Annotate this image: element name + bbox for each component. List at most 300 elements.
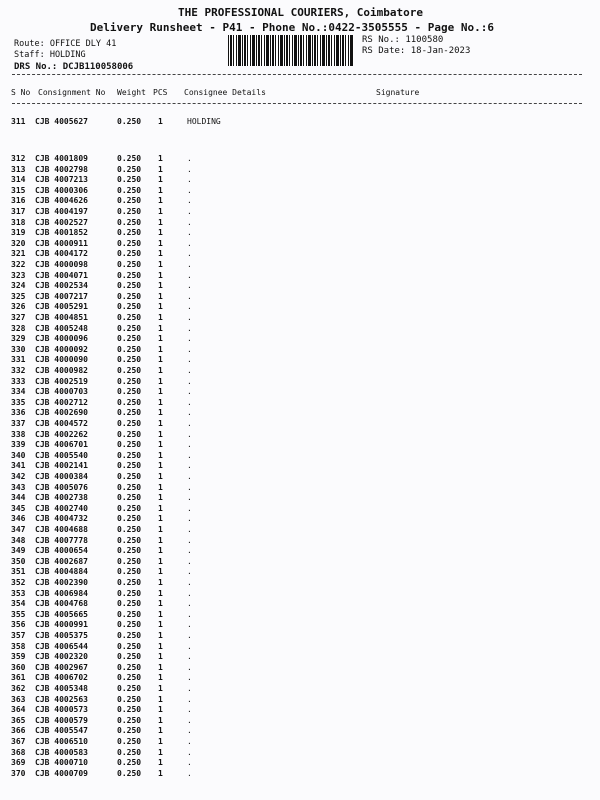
cell-consignment: CJB 4004172 <box>35 249 88 259</box>
table-row <box>0 610 600 621</box>
cell-weight: 0.250 <box>117 482 142 492</box>
cell-details: . <box>187 694 192 704</box>
cell-consignment: CJB 4002967 <box>35 662 88 672</box>
cell-weight: 0.250 <box>117 768 142 778</box>
table-row <box>0 440 600 451</box>
cell-pcs: 1 <box>158 662 163 672</box>
rs-date: RS Date: 18-Jan-2023 <box>362 46 471 56</box>
table-row <box>0 769 600 780</box>
cell-details: . <box>187 461 192 471</box>
cell-sno: 347 <box>11 525 26 534</box>
divider-header <box>12 103 582 104</box>
table-row <box>0 652 600 663</box>
cell-details: . <box>187 768 192 778</box>
cell-consignment: CJB 4000991 <box>35 620 88 630</box>
cell-sno: 344 <box>11 493 26 503</box>
table-row <box>0 334 600 345</box>
cell-details: . <box>187 175 192 185</box>
table-row <box>0 302 600 313</box>
cell-details: . <box>187 249 192 259</box>
cell-weight: 0.250 <box>117 185 142 195</box>
barcode <box>228 35 354 66</box>
cell-pcs: 1 <box>158 387 163 397</box>
cell-consignment: CJB 4001809 <box>35 154 88 163</box>
cell-sno: 335 <box>11 397 26 407</box>
cell-consignment: CJB 4004768 <box>35 599 88 609</box>
cell-details: . <box>187 631 192 640</box>
cell-weight: 0.250 <box>117 302 142 312</box>
table-row <box>0 599 600 610</box>
cell-details: . <box>187 684 192 693</box>
cell-details: . <box>187 726 192 736</box>
cell-consignment: CJB 4005540 <box>35 450 88 460</box>
cell-weight: 0.250 <box>117 493 142 503</box>
cell-weight: 0.250 <box>117 705 142 715</box>
cell-consignment: CJB 4002740 <box>35 503 88 513</box>
cell-weight: 0.250 <box>117 207 142 216</box>
cell-consignment: CJB 4004732 <box>35 514 88 524</box>
cell-sno: 321 <box>11 249 26 259</box>
cell-pcs: 1 <box>158 334 163 344</box>
cell-weight: 0.250 <box>117 355 142 365</box>
cell-consignment: CJB 4002687 <box>35 556 88 566</box>
col-signature: Signature <box>376 88 420 97</box>
cell-consignment: CJB 4005076 <box>35 482 88 492</box>
cell-consignment: CJB 4000573 <box>35 705 88 715</box>
cell-weight: 0.250 <box>117 556 142 566</box>
table-row <box>0 313 600 324</box>
table-row <box>0 430 600 441</box>
cell-pcs: 1 <box>158 281 163 291</box>
table-row <box>0 175 600 186</box>
cell-consignment: CJB 4002527 <box>35 217 88 227</box>
table-row <box>0 228 600 239</box>
cell-consignment: CJB 4000703 <box>35 387 88 397</box>
cell-sno: 359 <box>11 652 26 662</box>
cell-details: . <box>187 419 192 428</box>
cell-details: . <box>187 408 192 418</box>
runsheet-title: Delivery Runsheet - P41 - Phone No.:0422-3505555 - Page No.:6 <box>90 21 494 34</box>
cell-pcs: 1 <box>158 344 163 354</box>
cell-weight: 0.250 <box>117 344 142 354</box>
table-row <box>0 165 600 176</box>
cell-consignment: CJB 4000098 <box>35 260 88 269</box>
table-row <box>0 589 600 600</box>
col-details: Consignee Details <box>184 88 266 97</box>
cell-sno: 334 <box>11 387 26 397</box>
cell-details: . <box>187 397 192 407</box>
cell-pcs: 1 <box>158 758 163 768</box>
cell-pcs: 1 <box>158 535 163 545</box>
cell-details: . <box>187 493 192 503</box>
cell-pcs: 1 <box>158 694 163 704</box>
cell-pcs: 1 <box>158 164 163 174</box>
cell-sno: 332 <box>11 366 26 375</box>
table-row <box>0 345 600 356</box>
cell-weight: 0.250 <box>117 631 142 640</box>
cell-consignment: CJB 4004071 <box>35 270 88 280</box>
cell-details: . <box>187 207 192 216</box>
cell-consignment: CJB 4005627 <box>35 117 88 126</box>
cell-consignment: CJB 4004688 <box>35 525 88 534</box>
cell-consignment: CJB 4002320 <box>35 652 88 662</box>
table-row <box>0 557 600 568</box>
table-row <box>0 249 600 260</box>
table-row <box>0 154 600 165</box>
cell-sno: 327 <box>11 313 26 322</box>
cell-sno: 318 <box>11 217 26 227</box>
cell-weight: 0.250 <box>117 291 142 301</box>
company-title: THE PROFESSIONAL COURIERS, Coimbatore <box>178 6 424 19</box>
cell-sno: 346 <box>11 514 26 524</box>
cell-sno: 313 <box>11 164 26 174</box>
cell-consignment: CJB 4005375 <box>35 631 88 640</box>
cell-weight: 0.250 <box>117 694 142 704</box>
col-consignment: Consignment No <box>38 88 106 97</box>
cell-details: . <box>187 313 192 322</box>
cell-details: . <box>187 376 192 386</box>
cell-pcs: 1 <box>158 117 163 126</box>
cell-weight: 0.250 <box>117 334 142 344</box>
cell-details: . <box>187 196 192 206</box>
cell-sno: 349 <box>11 546 26 556</box>
cell-sno: 314 <box>11 175 26 185</box>
cell-weight: 0.250 <box>117 366 142 375</box>
table-row <box>0 324 600 335</box>
table-row-first <box>0 117 600 128</box>
cell-sno: 370 <box>11 768 26 778</box>
cell-sno: 352 <box>11 578 26 587</box>
cell-sno: 326 <box>11 302 26 312</box>
cell-details: . <box>187 164 192 174</box>
cell-pcs: 1 <box>158 302 163 312</box>
table-row <box>0 186 600 197</box>
table-row <box>0 355 600 366</box>
cell-consignment: CJB 4000090 <box>35 355 88 365</box>
cell-pcs: 1 <box>158 313 163 322</box>
cell-consignment: CJB 4000710 <box>35 758 88 768</box>
cell-weight: 0.250 <box>117 503 142 513</box>
cell-weight: 0.250 <box>117 323 142 333</box>
cell-details: . <box>187 525 192 534</box>
cell-pcs: 1 <box>158 366 163 375</box>
table-row <box>0 292 600 303</box>
cell-details: . <box>187 578 192 587</box>
cell-consignment: CJB 4000096 <box>35 334 88 344</box>
cell-weight: 0.250 <box>117 578 142 587</box>
cell-pcs: 1 <box>158 397 163 407</box>
cell-consignment: CJB 4005348 <box>35 684 88 693</box>
cell-consignment: CJB 4007778 <box>35 535 88 545</box>
cell-pcs: 1 <box>158 429 163 439</box>
cell-consignment: CJB 4006510 <box>35 737 88 746</box>
cell-details: . <box>187 758 192 768</box>
cell-consignment: CJB 4002519 <box>35 376 88 386</box>
cell-details: . <box>187 302 192 312</box>
cell-weight: 0.250 <box>117 514 142 524</box>
cell-pcs: 1 <box>158 207 163 216</box>
cell-consignment: CJB 4000982 <box>35 366 88 375</box>
cell-sno: 348 <box>11 535 26 545</box>
table-row <box>0 281 600 292</box>
cell-sno: 356 <box>11 620 26 630</box>
cell-pcs: 1 <box>158 185 163 195</box>
cell-consignment: CJB 4002738 <box>35 493 88 503</box>
table-row <box>0 461 600 472</box>
cell-details: . <box>187 344 192 354</box>
cell-consignment: CJB 4000384 <box>35 472 88 481</box>
cell-consignment: CJB 4000306 <box>35 185 88 195</box>
cell-details: . <box>187 673 192 683</box>
cell-consignment: CJB 4007217 <box>35 291 88 301</box>
cell-details: . <box>187 387 192 397</box>
cell-consignment: CJB 4000092 <box>35 344 88 354</box>
cell-sno: 336 <box>11 408 26 418</box>
cell-consignment: CJB 4001852 <box>35 228 88 238</box>
cell-details: . <box>187 281 192 291</box>
table-row <box>0 419 600 430</box>
cell-details: . <box>187 366 192 375</box>
table-row <box>0 377 600 388</box>
cell-pcs: 1 <box>158 450 163 460</box>
cell-weight: 0.250 <box>117 609 142 619</box>
cell-pcs: 1 <box>158 228 163 238</box>
cell-weight: 0.250 <box>117 472 142 481</box>
cell-pcs: 1 <box>158 323 163 333</box>
cell-weight: 0.250 <box>117 238 142 248</box>
cell-pcs: 1 <box>158 715 163 725</box>
cell-details: . <box>187 238 192 248</box>
cell-sno: 351 <box>11 567 26 577</box>
cell-sno: 331 <box>11 355 26 365</box>
cell-weight: 0.250 <box>117 175 142 185</box>
cell-details: . <box>187 185 192 195</box>
col-pcs: PCS <box>153 88 168 97</box>
cell-pcs: 1 <box>158 684 163 693</box>
cell-weight: 0.250 <box>117 429 142 439</box>
cell-consignment: CJB 4002690 <box>35 408 88 418</box>
cell-details: . <box>187 588 192 598</box>
table-row <box>0 483 600 494</box>
cell-details: . <box>187 652 192 662</box>
cell-weight: 0.250 <box>117 270 142 280</box>
cell-consignment: CJB 4006544 <box>35 641 88 651</box>
cell-pcs: 1 <box>158 546 163 556</box>
cell-weight: 0.250 <box>117 281 142 291</box>
cell-pcs: 1 <box>158 726 163 736</box>
cell-pcs: 1 <box>158 238 163 248</box>
table-row <box>0 514 600 525</box>
cell-details: . <box>187 503 192 513</box>
cell-sno: 357 <box>11 631 26 640</box>
cell-consignment: CJB 4000709 <box>35 768 88 778</box>
cell-sno: 320 <box>11 238 26 248</box>
cell-consignment: CJB 4000654 <box>35 546 88 556</box>
cell-pcs: 1 <box>158 260 163 269</box>
cell-weight: 0.250 <box>117 535 142 545</box>
cell-details: . <box>187 472 192 481</box>
cell-sno: 311 <box>11 117 26 126</box>
cell-sno: 364 <box>11 705 26 715</box>
cell-weight: 0.250 <box>117 525 142 534</box>
cell-sno: 324 <box>11 281 26 291</box>
cell-pcs: 1 <box>158 567 163 577</box>
cell-details: . <box>187 535 192 545</box>
cell-sno: 341 <box>11 461 26 471</box>
cell-sno: 358 <box>11 641 26 651</box>
table-row <box>0 758 600 769</box>
cell-details: . <box>187 747 192 757</box>
cell-sno: 350 <box>11 556 26 566</box>
cell-sno: 366 <box>11 726 26 736</box>
cell-sno: 363 <box>11 694 26 704</box>
table-row <box>0 536 600 547</box>
cell-sno: 330 <box>11 344 26 354</box>
cell-pcs: 1 <box>158 419 163 428</box>
table-row <box>0 631 600 642</box>
cell-consignment: CJB 4000911 <box>35 238 88 248</box>
cell-pcs: 1 <box>158 641 163 651</box>
cell-sno: 362 <box>11 684 26 693</box>
cell-sno: 365 <box>11 715 26 725</box>
table-row <box>0 748 600 759</box>
cell-consignment: CJB 4002712 <box>35 397 88 407</box>
cell-pcs: 1 <box>158 482 163 492</box>
cell-consignment: CJB 4004197 <box>35 207 88 216</box>
cell-sno: 343 <box>11 482 26 492</box>
table-row <box>0 695 600 706</box>
cell-consignment: CJB 4002141 <box>35 461 88 471</box>
cell-sno: 337 <box>11 419 26 428</box>
cell-details: . <box>187 355 192 365</box>
cell-pcs: 1 <box>158 673 163 683</box>
cell-details: . <box>187 270 192 280</box>
cell-consignment: CJB 4007213 <box>35 175 88 185</box>
cell-pcs: 1 <box>158 461 163 471</box>
cell-weight: 0.250 <box>117 419 142 428</box>
table-row <box>0 578 600 589</box>
cell-pcs: 1 <box>158 705 163 715</box>
cell-sno: 361 <box>11 673 26 683</box>
cell-details: . <box>187 599 192 609</box>
cell-consignment: CJB 4002390 <box>35 578 88 587</box>
cell-weight: 0.250 <box>117 546 142 556</box>
cell-consignment: CJB 4006701 <box>35 440 88 450</box>
cell-consignment: CJB 4004626 <box>35 196 88 206</box>
cell-pcs: 1 <box>158 578 163 587</box>
cell-weight: 0.250 <box>117 397 142 407</box>
cell-sno: 328 <box>11 323 26 333</box>
cell-sno: 339 <box>11 440 26 450</box>
table-row <box>0 663 600 674</box>
cell-pcs: 1 <box>158 440 163 450</box>
cell-consignment: CJB 4002798 <box>35 164 88 174</box>
cell-pcs: 1 <box>158 599 163 609</box>
cell-details: . <box>187 620 192 630</box>
cell-pcs: 1 <box>158 217 163 227</box>
cell-pcs: 1 <box>158 652 163 662</box>
table-row <box>0 239 600 250</box>
cell-weight: 0.250 <box>117 684 142 693</box>
cell-weight: 0.250 <box>117 737 142 746</box>
table-row <box>0 366 600 377</box>
cell-sno: 312 <box>11 154 26 163</box>
table-row <box>0 525 600 536</box>
cell-pcs: 1 <box>158 493 163 503</box>
cell-sno: 315 <box>11 185 26 195</box>
cell-sno: 316 <box>11 196 26 206</box>
cell-weight: 0.250 <box>117 164 142 174</box>
route: Route: OFFICE DLY 41 <box>14 39 117 49</box>
cell-weight: 0.250 <box>117 461 142 471</box>
cell-consignment: CJB 4002262 <box>35 429 88 439</box>
cell-consignment: CJB 4005665 <box>35 609 88 619</box>
cell-consignment: CJB 4004884 <box>35 567 88 577</box>
cell-pcs: 1 <box>158 249 163 259</box>
cell-details: . <box>187 154 192 163</box>
cell-consignment: CJB 4005291 <box>35 302 88 312</box>
cell-details: HOLDING <box>187 117 221 126</box>
cell-pcs: 1 <box>158 631 163 640</box>
table-row <box>0 504 600 515</box>
cell-pcs: 1 <box>158 154 163 163</box>
cell-sno: 325 <box>11 291 26 301</box>
cell-details: . <box>187 291 192 301</box>
cell-pcs: 1 <box>158 472 163 481</box>
cell-sno: 354 <box>11 599 26 609</box>
cell-weight: 0.250 <box>117 249 142 259</box>
cell-pcs: 1 <box>158 768 163 778</box>
cell-details: . <box>187 260 192 269</box>
cell-consignment: CJB 4005248 <box>35 323 88 333</box>
cell-consignment: CJB 4000579 <box>35 715 88 725</box>
cell-sno: 345 <box>11 503 26 513</box>
rs-number: RS No.: 1100580 <box>362 35 444 45</box>
cell-details: . <box>187 429 192 439</box>
cell-details: . <box>187 641 192 651</box>
cell-pcs: 1 <box>158 747 163 757</box>
cell-pcs: 1 <box>158 355 163 365</box>
table-row <box>0 620 600 631</box>
cell-pcs: 1 <box>158 503 163 513</box>
cell-sno: 367 <box>11 737 26 746</box>
table-row <box>0 271 600 282</box>
cell-weight: 0.250 <box>117 715 142 725</box>
cell-weight: 0.250 <box>117 567 142 577</box>
cell-weight: 0.250 <box>117 376 142 386</box>
cell-pcs: 1 <box>158 609 163 619</box>
table-row <box>0 218 600 229</box>
cell-weight: 0.250 <box>117 408 142 418</box>
table-row <box>0 673 600 684</box>
cell-weight: 0.250 <box>117 440 142 450</box>
cell-weight: 0.250 <box>117 652 142 662</box>
table-row <box>0 472 600 483</box>
cell-consignment: CJB 4005547 <box>35 726 88 736</box>
cell-pcs: 1 <box>158 270 163 280</box>
table-row <box>0 684 600 695</box>
table-row <box>0 705 600 716</box>
cell-weight: 0.250 <box>117 620 142 630</box>
table-row <box>0 196 600 207</box>
table-row <box>0 207 600 218</box>
cell-sno: 317 <box>11 207 26 216</box>
cell-weight: 0.250 <box>117 747 142 757</box>
cell-weight: 0.250 <box>117 662 142 672</box>
divider-top <box>12 74 582 75</box>
cell-pcs: 1 <box>158 737 163 746</box>
cell-pcs: 1 <box>158 291 163 301</box>
